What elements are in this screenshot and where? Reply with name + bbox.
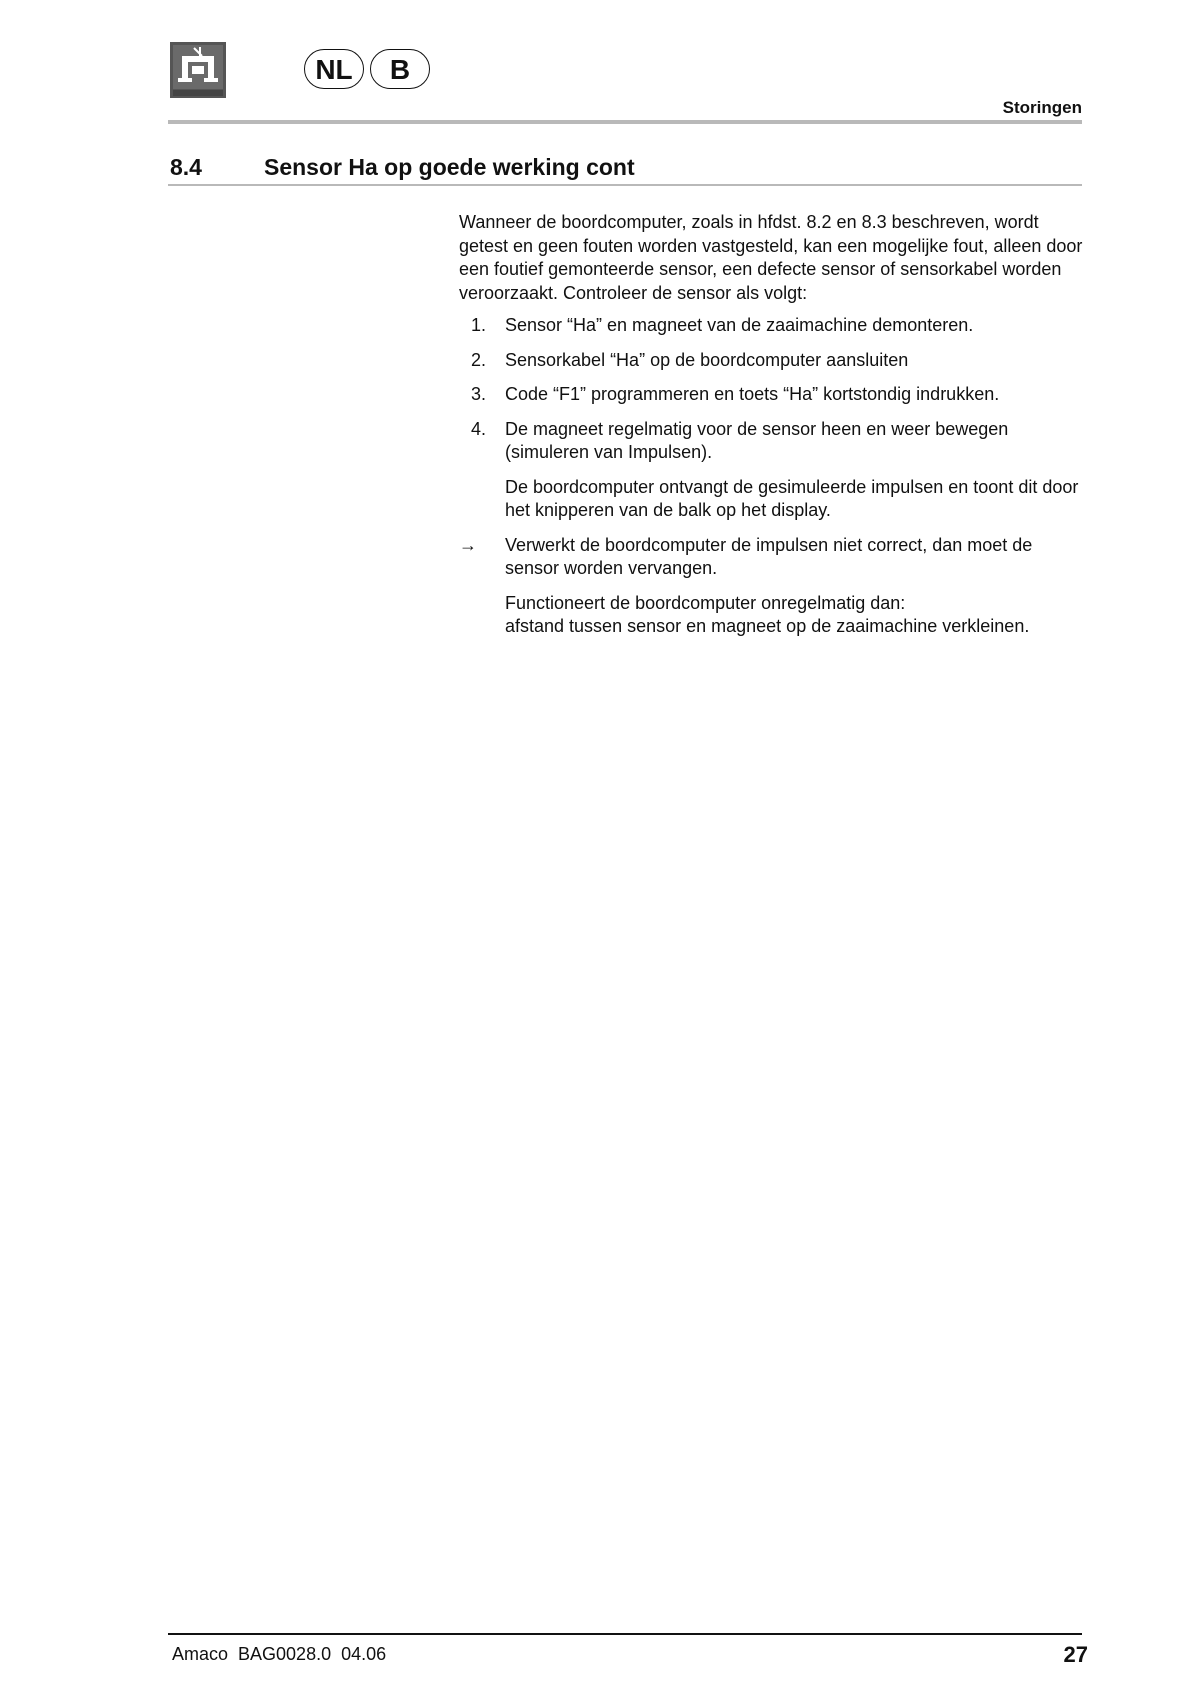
intro-paragraph: Wanneer de boordcomputer, zoals in hfdst. 8.2 en 8.3 beschreven, wordt getest en geen fouten worden vastgesteld, kan een mogelijke fout, alleen door een foutief gemonteerde sensor, een defecte sensor of sensorkabel worden veroorzaakt. Controleer de sensor als volgt: <box>459 212 1083 303</box>
step-text: Sensorkabel “Ha” op de boordcomputer aansluiten <box>505 349 909 370</box>
heading-rule <box>168 184 1082 186</box>
list-marker: 4. <box>471 418 487 439</box>
step-text: Code “F1” programmeren en toets “Ha” kortstondig indrukken. <box>505 384 1000 404</box>
result-text: Verwerkt de boordcomputer de impulsen niet correct, dan moet de sensor worden vervangen. <box>505 534 1033 578</box>
list-item <box>459 314 1084 338</box>
amazone-logo-icon <box>170 42 226 98</box>
footer-rule <box>168 1633 1082 1635</box>
section-label: Storingen <box>1002 98 1082 117</box>
result-item <box>459 534 1084 639</box>
arrow-right-icon: → <box>459 534 477 555</box>
body-content <box>459 211 1084 650</box>
heading-title: Sensor Ha op goede werking cont <box>264 154 635 180</box>
step-note: De boordcomputer ontvangt de gesimuleerde impulsen en toont dit door het knipperen van de balk op het display. <box>505 476 1079 520</box>
list-marker: 2. <box>471 349 487 370</box>
language-badge-nl: NL <box>304 49 364 89</box>
header-rule <box>168 120 1082 124</box>
step-text: De magneet regelmatig voor de sensor heen en weer bewegen (simuleren van Impulsen). <box>505 418 1009 462</box>
result-note-line-2: afstand tussen sensor en magneet op de zaaimachine verkleinen. <box>505 616 1030 636</box>
heading-number: 8.4 <box>170 154 202 180</box>
language-badges <box>304 49 430 89</box>
language-badge-b: B <box>370 49 430 89</box>
result-note-line-1: Functioneert de boordcomputer onregelmatig dan: <box>505 592 906 613</box>
list-item <box>459 383 1084 407</box>
amazone-logo <box>170 42 226 98</box>
list-marker: 3. <box>471 384 487 404</box>
footer-document-reference: Amaco BAG0028.0 04.06 <box>172 1644 387 1664</box>
page-number: 27 <box>1063 1642 1088 1667</box>
list-item <box>459 418 1084 523</box>
list-item <box>459 349 1084 373</box>
result-note <box>505 592 1084 639</box>
list-marker: 1. <box>471 315 487 335</box>
step-text: Sensor “Ha” en magneet van de zaaimachine demonteren. <box>505 315 974 335</box>
